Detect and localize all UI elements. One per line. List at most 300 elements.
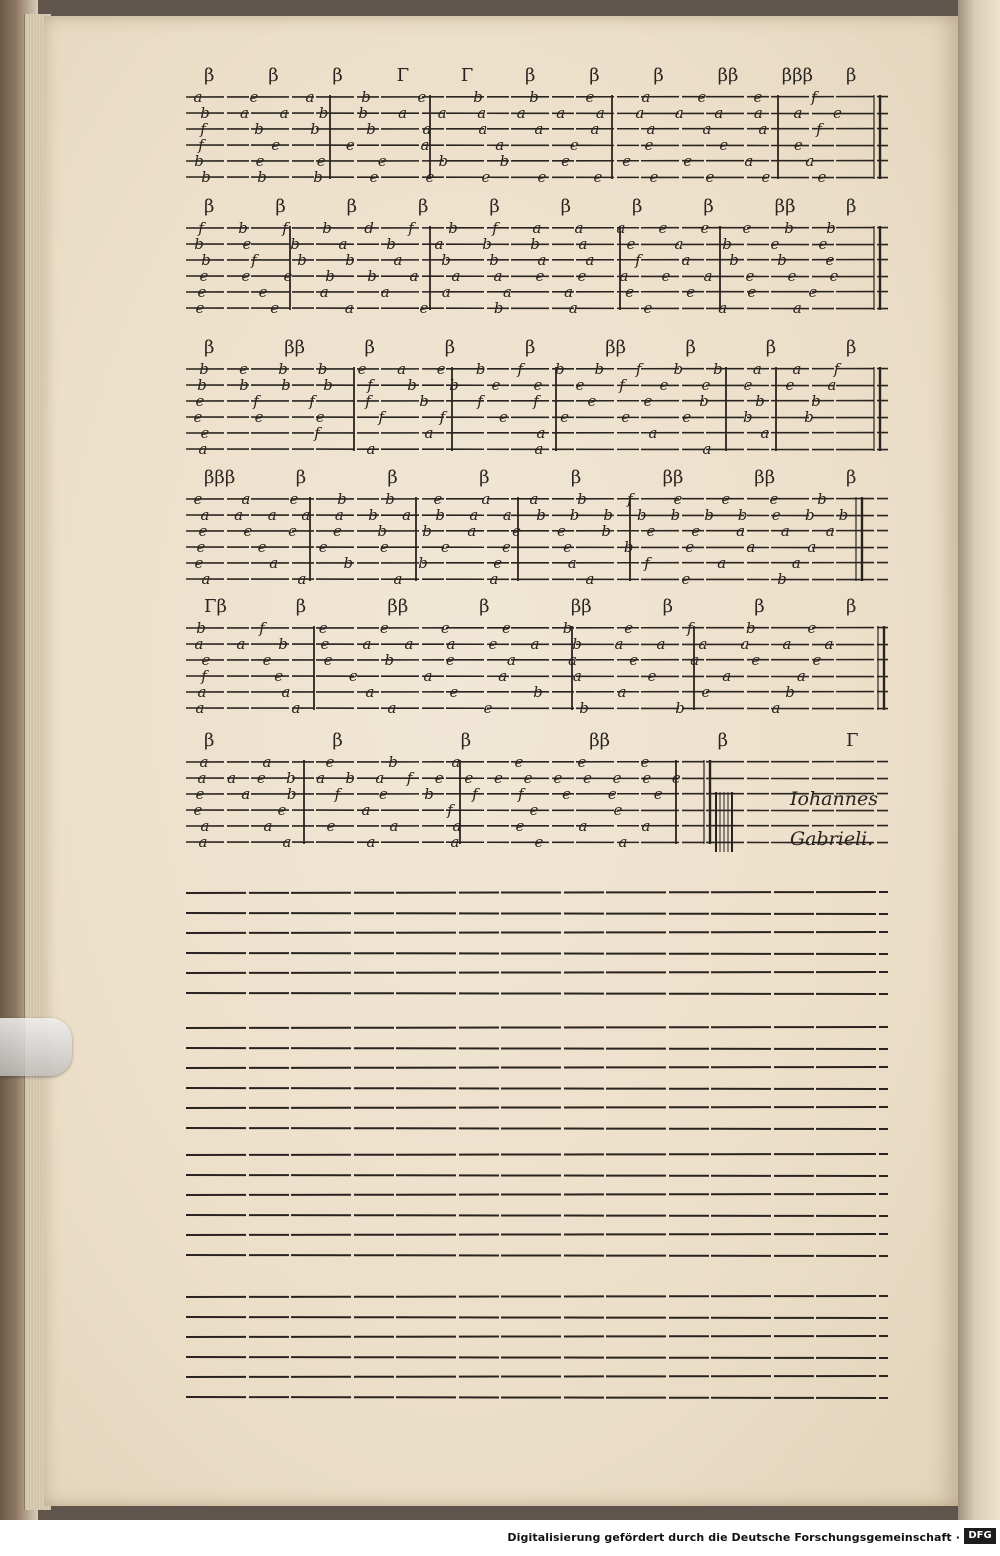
empty-staff-line	[186, 1194, 888, 1195]
tab-letter: a	[530, 635, 540, 653]
staff-line	[186, 547, 888, 548]
tab-letter: e	[582, 769, 592, 787]
tab-letter: b	[323, 376, 333, 394]
tab-letter: a	[201, 570, 211, 588]
tab-letter: a	[197, 769, 207, 787]
tab-letter: a	[234, 506, 244, 524]
tab-letter: a	[736, 522, 746, 540]
tab-letter: b	[603, 506, 614, 524]
tab-letter: e	[277, 801, 287, 819]
tab-letter: a	[825, 522, 835, 540]
tab-letter: a	[344, 299, 354, 317]
tab-letter: e	[483, 699, 493, 717]
rhythm-flag: ββ	[754, 467, 776, 488]
staff-line	[186, 676, 888, 677]
tab-letter: a	[568, 299, 578, 317]
tab-letter: a	[824, 635, 834, 653]
tab-letter: b	[601, 522, 612, 540]
tab-letter: f	[627, 490, 633, 508]
tab-letter: e	[812, 651, 822, 669]
tab-letter: e	[348, 667, 358, 685]
rhythm-flag: ββ	[662, 467, 684, 488]
tab-letter: e	[195, 785, 205, 803]
tab-letter: b	[310, 120, 320, 138]
empty-staff-line	[186, 972, 888, 973]
empty-staff-line	[186, 1234, 888, 1235]
tab-letter: b	[673, 360, 684, 378]
tab-letter: b	[438, 152, 449, 170]
tab-letter: b	[704, 506, 714, 524]
tab-letter: b	[367, 267, 377, 285]
tab-letter: a	[424, 424, 434, 442]
tab-letter: b	[675, 699, 685, 717]
tab-letter: e	[316, 152, 326, 170]
tab-letter: e	[494, 769, 503, 787]
tab-letter: f	[533, 392, 539, 410]
empty-staff-line	[186, 1357, 888, 1358]
tab-letter: a	[434, 235, 444, 253]
tab-letter: e	[593, 168, 603, 186]
tab-letter: b	[755, 392, 765, 410]
tab-letter: e	[697, 88, 707, 106]
tab-letter: a	[564, 283, 574, 301]
tab-letter: e	[535, 267, 545, 285]
rhythm-flag: β	[570, 467, 582, 488]
tab-letter: e	[534, 833, 544, 851]
empty-staff-line	[186, 892, 888, 893]
tab-letter: b	[811, 392, 821, 410]
tab-letter: e	[256, 769, 266, 787]
rhythm-flag: β	[364, 337, 375, 358]
empty-staff-line	[186, 1154, 888, 1155]
tab-letter: e	[681, 570, 691, 588]
tab-letter: a	[365, 683, 375, 701]
tab-letter: e	[640, 753, 650, 771]
tab-letter: a	[227, 769, 237, 787]
tab-letter: e	[701, 683, 711, 701]
tab-letter: b	[785, 683, 795, 701]
tab-letter: b	[361, 88, 371, 106]
tab-letter: f	[367, 376, 373, 394]
tab-letter: a	[334, 506, 344, 524]
tab-letter: e	[575, 376, 585, 394]
tab-letter: a	[674, 104, 684, 122]
tab-letter: b	[286, 785, 297, 803]
tab-letter: a	[422, 120, 432, 138]
tab-letter: e	[793, 136, 803, 154]
tab-letter: e	[701, 376, 711, 394]
tab-letter: a	[263, 817, 273, 835]
tab-letter: e	[499, 408, 508, 426]
tab-letter: e	[345, 136, 355, 154]
tab-letter: a	[516, 104, 526, 122]
rhythm-flag: βββ	[781, 65, 814, 86]
tab-letter: a	[702, 120, 712, 138]
tab-letter: a	[446, 635, 456, 653]
tab-letter: a	[269, 554, 279, 572]
tab-letter: e	[200, 424, 210, 442]
tab-letter: a	[197, 683, 207, 701]
tab-letter: a	[568, 651, 578, 669]
tab-letter: f	[334, 785, 341, 803]
tab-letter: e	[249, 88, 259, 106]
tab-letter: e	[825, 251, 835, 269]
tab-letter: a	[714, 104, 724, 122]
tab-letter: e	[283, 267, 293, 285]
tab-letter: b	[743, 408, 753, 426]
tab-letter: b	[419, 392, 429, 410]
tab-letter: a	[744, 152, 754, 170]
tab-letter: b	[343, 554, 354, 572]
empty-staff-line	[186, 1397, 888, 1398]
tab-letter: a	[495, 136, 505, 154]
empty-staff-line	[186, 1107, 888, 1108]
tab-letter: e	[378, 785, 388, 803]
rhythm-flag: β	[632, 196, 643, 217]
tab-letter: b	[699, 392, 709, 410]
tab-letter: f	[251, 251, 257, 269]
tab-letter: b	[358, 104, 368, 122]
tab-letter: b	[804, 408, 814, 426]
tab-letter: a	[402, 506, 412, 524]
tab-letter: e	[753, 88, 763, 106]
rhythm-flag: β	[268, 65, 279, 86]
tab-letter: e	[315, 408, 325, 426]
tab-letter: e	[433, 490, 443, 508]
tab-letter: e	[239, 360, 248, 378]
tab-letter: a	[578, 235, 588, 253]
tab-letter: a	[262, 753, 272, 771]
tab-letter: b	[385, 490, 395, 508]
tab-letter: e	[512, 522, 522, 540]
rhythm-flag: β	[295, 467, 307, 488]
tab-letter: a	[420, 136, 430, 154]
tab-letter: a	[193, 88, 203, 106]
tab-letter: a	[619, 267, 629, 285]
tab-letter: f	[282, 219, 288, 237]
tab-letter: e	[742, 219, 752, 237]
tab-letter: b	[536, 506, 546, 524]
tab-letter: a	[389, 817, 399, 835]
tab-letter: e	[646, 522, 656, 540]
tab-letter: f	[472, 785, 478, 803]
tab-letter: e	[629, 651, 639, 669]
tab-letter: b	[254, 120, 264, 138]
tab-letter: f	[309, 392, 315, 410]
tab-letter: b	[239, 376, 249, 394]
tab-letter: b	[286, 769, 296, 787]
tab-letter: a	[792, 299, 802, 317]
tab-letter: b	[194, 235, 204, 253]
tab-letter: f	[619, 376, 625, 394]
rhythm-flag: β	[275, 196, 286, 217]
tab-letter: b	[729, 251, 739, 269]
rhythm-flag: ββ	[774, 196, 796, 217]
tab-letter: f	[365, 392, 371, 410]
tab-letter: b	[594, 360, 605, 378]
rhythm-flag: β	[846, 337, 857, 358]
tab-letter: f	[686, 619, 693, 637]
empty-staff-line	[186, 1317, 888, 1318]
tab-letter: e	[514, 753, 524, 771]
tab-letter: e	[193, 490, 203, 508]
tab-letter: b	[345, 251, 355, 269]
tab-letter: a	[305, 88, 315, 106]
tab-letter: a	[297, 570, 307, 588]
tab-letter: e	[262, 651, 272, 669]
signature-line-2: Gabrieli.	[790, 828, 874, 850]
tab-letter: a	[502, 283, 512, 301]
rhythm-flag: Γ	[396, 65, 410, 86]
tab-letter: b	[407, 376, 417, 394]
tab-letter: b	[197, 376, 207, 394]
tab-letter: e	[318, 619, 328, 637]
tab-letter: a	[614, 635, 624, 653]
tab-letter: f	[314, 424, 320, 442]
tab-letter: b	[826, 219, 836, 237]
signature-line-1: Iohannes	[790, 788, 878, 810]
tab-letter: b	[388, 753, 398, 771]
tab-letter: b	[579, 699, 589, 717]
tab-letter: e	[587, 392, 597, 410]
tab-letter: e	[195, 392, 205, 410]
rhythm-flag: β	[346, 196, 358, 217]
tab-letter: b	[804, 506, 815, 524]
staff-line	[186, 145, 888, 146]
tab-letter: e	[242, 235, 252, 253]
empty-staff-line	[186, 1336, 888, 1337]
staff-line	[186, 417, 888, 418]
tab-letter: a	[534, 440, 544, 458]
tab-letter: e	[481, 168, 491, 186]
tab-letter: e	[377, 152, 387, 170]
rhythm-flag: β	[479, 596, 490, 617]
tab-letter: a	[646, 120, 656, 138]
tab-letter: a	[387, 699, 397, 717]
tab-letter: e	[658, 219, 668, 237]
rhythm-flag: β	[332, 730, 343, 751]
tab-letter: e	[673, 490, 683, 508]
tab-letter: b	[722, 235, 732, 253]
tab-letter: a	[481, 490, 491, 508]
empty-staff-line	[186, 1128, 888, 1129]
rhythm-flag: β	[846, 596, 857, 617]
tab-letter: a	[746, 538, 756, 556]
tab-letter: f	[833, 360, 840, 378]
tab-letter: a	[532, 219, 542, 237]
tab-letter: e	[194, 554, 204, 572]
tab-letter: e	[686, 283, 696, 301]
tab-letter: a	[536, 424, 546, 442]
tab-letter: e	[254, 408, 264, 426]
tab-letter: b	[257, 168, 267, 186]
tab-letter: a	[578, 817, 588, 835]
tab-letter: b	[784, 219, 794, 237]
empty-staff-line	[186, 993, 888, 994]
tab-letter: e	[274, 667, 284, 685]
tab-letter: e	[502, 619, 511, 637]
tab-letter: a	[574, 219, 584, 237]
tab-letter: b	[670, 506, 681, 524]
tab-letter: e	[647, 667, 657, 685]
tab-letter: a	[805, 152, 815, 170]
tab-letter: e	[515, 817, 525, 835]
tab-letter: b	[337, 490, 347, 508]
tab-letter: a	[267, 506, 277, 524]
tab-letter: e	[683, 152, 693, 170]
tab-letter: e	[241, 267, 251, 285]
tab-letter: a	[595, 104, 605, 122]
tab-letter: a	[199, 753, 209, 771]
rhythm-flag: β	[204, 196, 215, 217]
tab-letter: f	[447, 801, 453, 819]
tab-letter: f	[517, 360, 524, 378]
rhythm-flag: ββ	[717, 65, 739, 86]
rhythm-flag: ββ	[284, 337, 306, 358]
tab-letter: e	[743, 376, 753, 394]
rhythm-flag: ββ	[589, 730, 611, 751]
tab-letter: a	[796, 667, 806, 685]
tab-letter: b	[449, 376, 459, 394]
tab-letter: e	[323, 651, 333, 669]
tab-letter: e	[622, 152, 632, 170]
rhythm-flag: β	[204, 730, 215, 751]
tab-letter: a	[316, 769, 326, 787]
tab-letter: e	[653, 785, 663, 803]
rhythm-flag: ββ	[387, 596, 409, 617]
tab-letter: a	[398, 104, 408, 122]
empty-staff-line	[186, 932, 888, 933]
tab-letter: b	[529, 88, 539, 106]
tab-letter: a	[241, 490, 251, 508]
tab-letter: e	[440, 538, 450, 556]
tab-letter: a	[616, 219, 626, 237]
tab-letter: b	[777, 570, 787, 588]
tab-letter: b	[384, 651, 395, 669]
tab-letter: e	[671, 769, 681, 787]
tab-letter: a	[361, 801, 371, 819]
rhythm-flag: Γ	[846, 730, 859, 751]
tab-letter: e	[751, 651, 761, 669]
tab-letter: b	[713, 360, 723, 378]
tab-letter: a	[493, 267, 503, 285]
tab-letter: e	[449, 683, 459, 701]
tab-letter: e	[649, 168, 659, 186]
tab-letter: e	[199, 267, 209, 285]
rhythm-flag: β	[846, 467, 857, 488]
tab-letter: e	[523, 769, 533, 787]
empty-staff-line	[186, 1088, 888, 1089]
tab-letter: e	[644, 136, 654, 154]
tab-letter: b	[441, 251, 451, 269]
tab-letter: a	[375, 769, 385, 787]
tab-letter: a	[585, 570, 595, 588]
tab-letter: e	[533, 376, 543, 394]
tab-letter: b	[489, 251, 499, 269]
tab-letter: b	[572, 635, 582, 653]
tab-letter: e	[440, 619, 450, 637]
tab-letter: a	[791, 554, 801, 572]
tab-letter: e	[326, 817, 336, 835]
tab-letter: e	[761, 168, 771, 186]
tab-letter: a	[469, 506, 479, 524]
tab-letter: e	[642, 769, 652, 787]
tab-letter: b	[499, 152, 510, 170]
tab-letter: e	[691, 522, 701, 540]
tab-letter: e	[785, 376, 795, 394]
tab-letter: a	[409, 267, 419, 285]
tab-letter: a	[451, 753, 461, 771]
rhythm-flag: Γ	[460, 65, 474, 86]
tab-letter: b	[448, 219, 458, 237]
tab-letter: b	[746, 619, 756, 637]
empty-staff-line	[186, 1027, 888, 1028]
tab-letter: e	[436, 360, 446, 378]
tab-letter: a	[807, 538, 817, 556]
tab-letter: e	[700, 219, 710, 237]
tab-letter: e	[318, 538, 328, 556]
tab-letter: a	[740, 635, 750, 653]
tab-letter: f	[200, 120, 206, 138]
tab-letter: e	[625, 283, 635, 301]
tab-letter: e	[808, 283, 818, 301]
tab-letter: a	[450, 833, 460, 851]
tab-letter: e	[643, 392, 653, 410]
tab-letter: e	[705, 168, 715, 186]
tab-letter: e	[833, 104, 842, 122]
tab-letter: a	[590, 120, 600, 138]
rhythm-flag: β	[444, 337, 456, 358]
rhythm-flag: β	[846, 196, 857, 217]
tab-letter: a	[641, 88, 651, 106]
tab-letter: e	[818, 235, 828, 253]
tab-letter: a	[319, 283, 329, 301]
tab-letter: a	[702, 440, 712, 458]
tab-letter: e	[770, 235, 780, 253]
tab-letter: e	[332, 522, 342, 540]
empty-staff-line	[186, 1296, 888, 1297]
tab-letter: e	[661, 267, 671, 285]
tab-letter: e	[379, 619, 389, 637]
rhythm-flag: ββ	[605, 337, 627, 358]
tab-letter: b	[636, 506, 647, 524]
tab-letter: e	[243, 522, 253, 540]
tab-letter: a	[281, 683, 291, 701]
rhythm-flag: β	[685, 337, 696, 358]
tab-letter: f	[635, 251, 641, 269]
tab-letter: a	[717, 554, 727, 572]
tab-letter: b	[777, 251, 787, 269]
tab-letter: b	[577, 490, 587, 508]
tab-letter: e	[195, 299, 205, 317]
tab-letter: a	[241, 785, 251, 803]
tab-letter: b	[366, 120, 376, 138]
empty-staff-line	[186, 1048, 888, 1049]
tab-letter: a	[200, 506, 210, 524]
rhythm-flag: β	[332, 65, 343, 86]
bookmark-clip[interactable]	[0, 1018, 72, 1076]
rhythm-flag: β	[589, 65, 600, 86]
tab-letter: e	[288, 522, 298, 540]
tab-letter: e	[577, 267, 587, 285]
tab-letter: b	[418, 554, 428, 572]
tab-letter: f	[636, 360, 642, 378]
tab-letter: f	[492, 219, 498, 237]
rhythm-flag: β	[295, 596, 307, 617]
tab-letter: a	[752, 360, 762, 378]
tab-letter: f	[201, 667, 207, 685]
rhythm-flag: ββ	[570, 596, 592, 617]
